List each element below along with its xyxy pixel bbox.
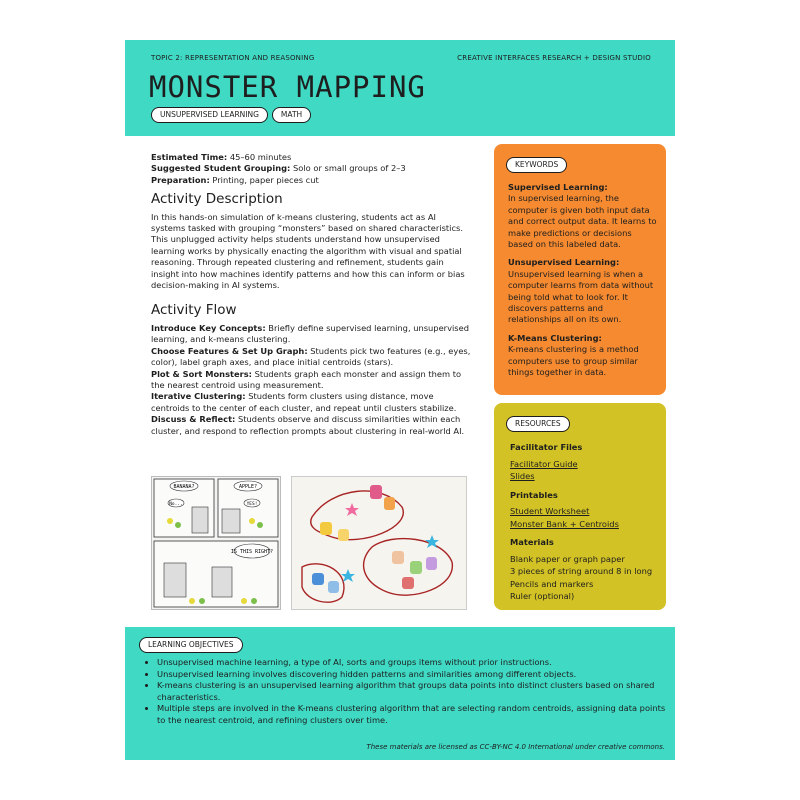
keyword-definition: K-means clustering is a method computers use to group similar things together in data.: [508, 344, 639, 378]
keyword-term: Unsupervised Learning:: [508, 257, 620, 268]
bubble-no: No...: [169, 502, 183, 507]
main-content: [151, 152, 471, 437]
page-title: MONSTER MAPPING: [149, 70, 426, 104]
keyword-item: [508, 257, 658, 325]
learning-objectives-panel: [125, 627, 675, 760]
keyword-term: Supervised Learning:: [508, 182, 608, 192]
tag-list: [151, 107, 311, 123]
description-heading: Activity Description: [151, 191, 283, 208]
comic-illustration: [151, 476, 281, 610]
flow-steps: [151, 323, 471, 437]
slides-link[interactable]: Slides: [510, 471, 535, 481]
description-text: In this hands-on simulation of k-means clustering, students act as AI systems tasked with grouping “monsters” based on shared characteristics. This unplugged activity helps students understand how unsupervised learning works by physically enacting the algorithm with visual and spatial reasoning. Through repeated clustering and refinement, students gain insight into how machines identify patterns and how this can inform or bias decision-making in AI systems.: [151, 211, 465, 291]
activity-meta: [151, 152, 471, 186]
materials-group: [510, 536, 660, 603]
student-worksheet-link[interactable]: Student Worksheet: [510, 506, 590, 516]
flow-step: Discuss & Reflect: Students observe and discuss similarities within each cluster, and respond to reflection prompts about clustering in real-world AI.: [151, 414, 465, 436]
license-note: These materials are licensed as CC-BY-NC 4.0 International under creative commons.: [366, 743, 665, 751]
resources-pill: RESOURCES: [506, 416, 570, 432]
meta-grouping: Suggested Student Grouping: Solo or small groups of 2–3: [151, 163, 406, 174]
illustrations: [151, 476, 465, 608]
header-banner: [125, 40, 675, 136]
bubble-yes: YES!: [246, 502, 258, 507]
material-item: Pencils and markers: [510, 578, 594, 589]
flow-step: Plot & Sort Monsters: Students graph each monster and assign them to the nearest centroid using measurement.: [151, 368, 462, 390]
objective-item: • Unsupervised machine learning, a type of AI, sorts and groups items without prior instructions.: [157, 657, 673, 669]
activity-photo: [291, 476, 467, 610]
studio-label: CREATIVE INTERFACES RESEARCH + DESIGN STUDIO: [457, 54, 651, 62]
meta-preparation: Preparation: Printing, paper pieces cut: [151, 174, 319, 185]
material-item: 3 pieces of string around 8 in long: [510, 566, 653, 576]
meta-time: Estimated Time: 45–60 minutes: [151, 152, 292, 162]
bubble-apple: APPLE?: [238, 484, 258, 490]
objective-item: • Unsupervised learning involves discovering hidden patterns and similarities among different objects.: [157, 669, 673, 681]
keywords-pill: KEYWORDS: [506, 157, 567, 173]
keyword-item: [508, 333, 658, 379]
learning-objectives-pill: LEARNING OBJECTIVES: [139, 637, 243, 653]
flow-step: Choose Features & Set Up Graph: Students pick two features (e.g., eyes, color), label graph axes, and place initial centroids (stars).: [151, 345, 471, 368]
flow-step: Introduce Key Concepts: Briefly define supervised learning, unsupervised learning, and k-means clustering.: [151, 322, 470, 345]
keyword-definition: Unsupervised learning is when a computer learns from data without being told what to look for. It discovers patterns and relationships all on its own.: [508, 268, 654, 325]
bubble-is-this-right: IS THIS RIGHT?: [230, 549, 274, 555]
objective-item: • Multiple steps are involved in the K-means clustering algorithm that are selecting random centroids, assigning data points to the nearest centroid, and refining clusters over time.: [157, 703, 673, 726]
facilitator-guide-link[interactable]: Facilitator Guide: [510, 458, 578, 469]
clusters-photo-drawing: [292, 477, 466, 609]
objective-item: • K-means clustering is an unsupervised learning algorithm that groups data points into distinct clusters based on shared characteristics.: [157, 680, 673, 703]
keyword-term: K-Means Clustering:: [508, 332, 602, 343]
keyword-item: [508, 182, 658, 250]
material-item: Ruler (optional): [510, 591, 575, 601]
resources-list: [510, 441, 660, 609]
worksheet-page: [125, 40, 675, 760]
flow-heading: Activity Flow: [151, 302, 237, 319]
materials-heading: Materials: [510, 537, 554, 547]
facilitator-files-heading: Facilitator Files: [510, 442, 583, 452]
facilitator-files-group: [510, 441, 660, 483]
comic-drawing: [152, 477, 280, 609]
keywords-panel: [494, 144, 666, 395]
flow-step: Iterative Clustering: Students form clusters using distance, move centroids to the center of each cluster, and repeat until clusters stabilize.: [151, 391, 457, 413]
bubble-banana: BANANA?: [173, 484, 195, 490]
monster-bank-link[interactable]: Monster Bank + Centroids: [510, 518, 619, 529]
printables-heading: Printables: [510, 489, 558, 500]
tag-unsupervised-learning: UNSUPERVISED LEARNING: [151, 107, 268, 123]
objectives-list: [145, 657, 673, 726]
keywords-list: [508, 182, 658, 386]
topic-label: TOPIC 2: REPRESENTATION AND REASONING: [151, 54, 315, 62]
printables-group: [510, 489, 660, 531]
resources-panel: [494, 403, 666, 610]
material-item: Blank paper or graph paper: [510, 553, 625, 564]
tag-math: MATH: [272, 107, 311, 123]
keyword-definition: In supervised learning, the computer is given both input data and correct output data. It learns to make predictions or decisions based on this labeled data.: [508, 193, 657, 250]
